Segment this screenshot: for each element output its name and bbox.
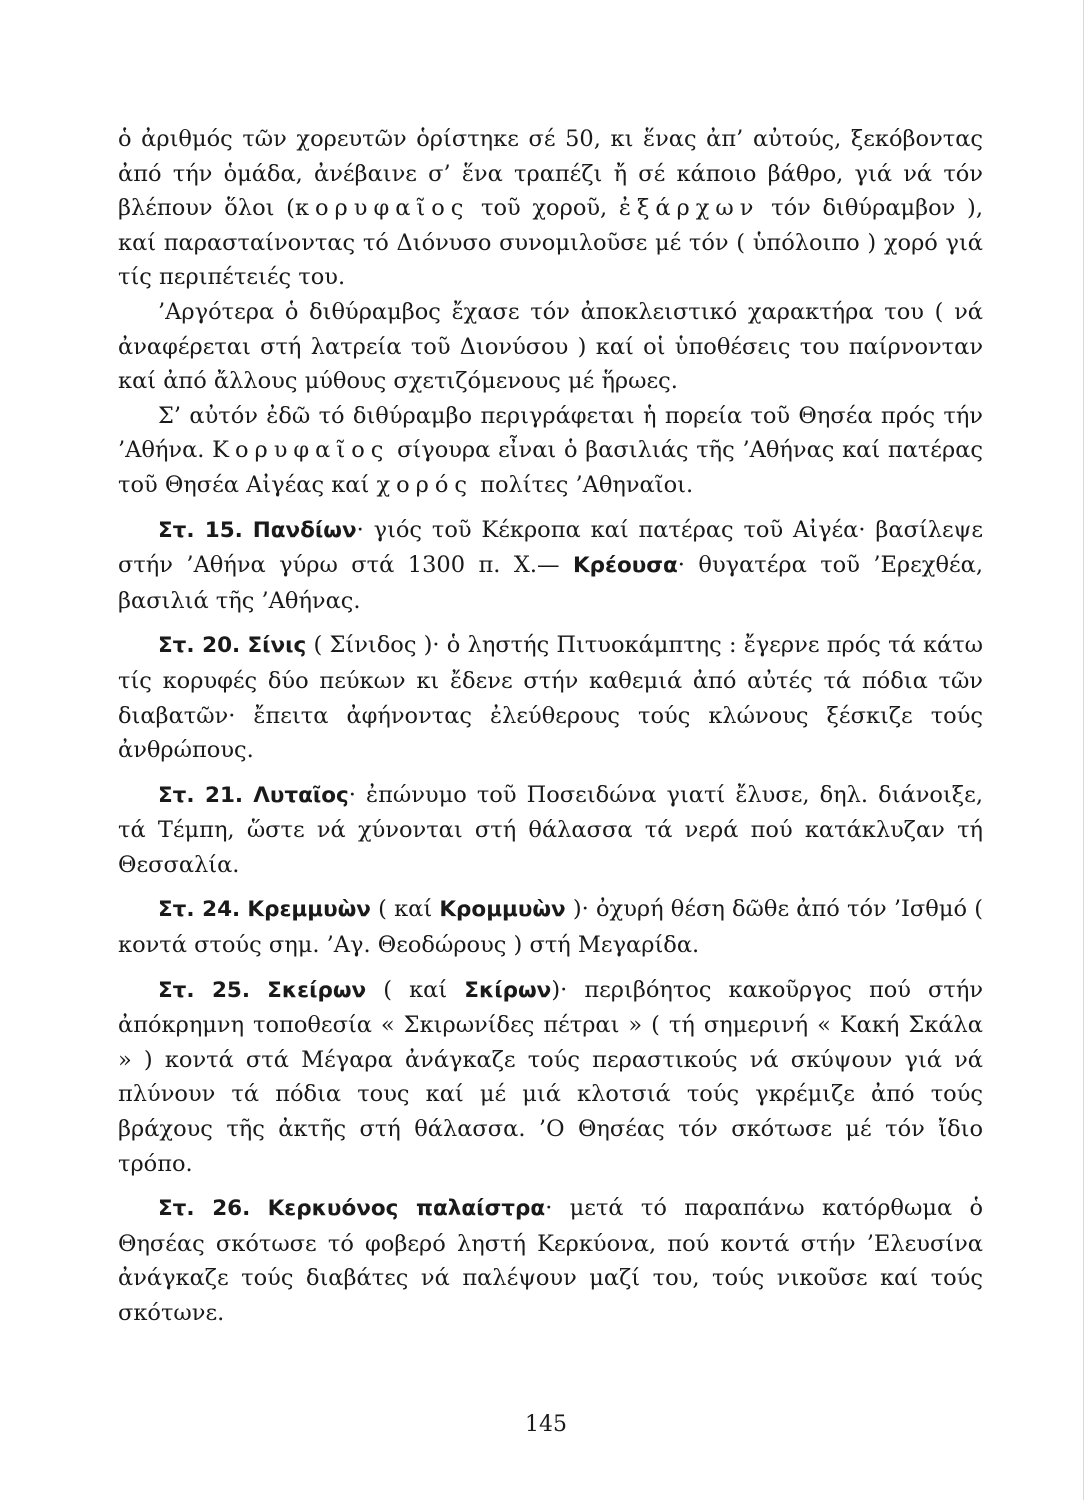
- paragraph-text: ’Αργότερα ὁ διθύραμβος ἔχασε τόν ἀποκλειστικό χαρακτήρα του ( νά ἀναφέρεται στή λατρεία τοῦ Διονύσου ) καί οἱ ὑποθέσεις του παίρνονταν καί ἀπό ἄλλους μύθους σχετιζόμενους μέ ἥρωες.: [118, 298, 983, 395]
- paragraph-text: πολίτες ’Αθηναῖοι.: [473, 471, 694, 498]
- page-number: 145: [525, 1412, 567, 1437]
- entry-text: · θυγατέρα τοῦ ’Ερεχθέα, βασιλιά τῆς ’Αθήνας.: [118, 552, 983, 614]
- verse-label: Στ. 26.: [158, 1196, 251, 1222]
- entry-headword: Σκείρων: [267, 977, 367, 1003]
- paragraph-text: Σ’ αὐτόν ἐδῶ τό διθύραμβο περιγράφεται ἡ πορεία τοῦ Θησέα πρός τήν ’Αθήνα.: [118, 402, 983, 464]
- spaced-term: Κορυφαῖος: [212, 437, 390, 464]
- page-edge-line: [1083, 0, 1084, 1500]
- verse-label: Στ. 15.: [158, 517, 243, 543]
- note-entry-26: [118, 1191, 983, 1330]
- entry-headword: Σκίρων: [464, 977, 552, 1003]
- verse-label: Στ. 25.: [158, 977, 251, 1003]
- entry-text: · ἐπώνυμο τοῦ Ποσειδώνα γιατί ἔλυσε, δηλ. διάνοιξε, τά Τέμπη, ὥστε νά χύνονται στή θάλασσα τά νερά πού κατάκλυζαν τή Θεσσαλία.: [118, 781, 983, 878]
- verse-label: Στ. 24.: [158, 897, 241, 923]
- note-entry-25: [118, 973, 983, 1182]
- main-text: [118, 122, 983, 1331]
- paragraph-theseus-journey: [118, 399, 983, 503]
- note-entry-24: [118, 892, 983, 962]
- entry-text: ( καί: [370, 896, 440, 923]
- entry-text: ( καί: [366, 976, 465, 1003]
- entry-headword: Πανδίων: [252, 517, 357, 543]
- paragraph-text: τοῦ χοροῦ,: [469, 195, 619, 222]
- paragraph-text: τόν διθύραμβον ), καί παρασταίνοντας τό Διόνυσο συνομιλοῦσε μέ τόν ( ὑπόλοιπο ) χορό γιά τίς περιπέτειές του.: [118, 195, 983, 291]
- verse-label: Στ. 21.: [158, 782, 244, 808]
- entry-text: )· ὀχυρή θέση δῶθε ἀπό τόν ’Ισθμό ( κοντά στούς σημ. ’Αγ. Θεοδώρους ) στή Μεγαρίδα.: [118, 896, 983, 959]
- paragraph-dithyramb-chorus: [118, 122, 983, 295]
- entry-text: · μετά τό παραπάνω κατόρθωμα ὁ Θησέας σκότωσε τό φοβερό ληστή Κερκύονα, πού κοντά στήν ’Ελευσίνα ἀνάγκαζε τούς διαβάτες νά παλέψουν μαζί του, τούς νικοῦσε καί τούς σκότωνε.: [118, 1195, 983, 1326]
- entry-text: )· περιβόητος κακοῦργος πού στήν ἀπόκρημνη τοποθεσία « Σκιρωνίδες πέτραι » ( τή σημερινή « Κακή Σκάλα » ) κοντά στά Μέγαρα ἀνάγκαζε τούς περαστικούς νά σκύψουν γιά νά πλύνουν τά πόδια τους καί μέ μιά κλοτσιά τούς γκρέμιζε ἀπό τούς βράχους τῆς ἀκτῆς στή θάλασσα. ’Ο Θησέας τόν σκότωσε μέ τόν ἴδιο τρόπο.: [118, 976, 983, 1177]
- entry-text: · γιός τοῦ Κέκροπα καί πατέρας τοῦ Αἰγέα· βασίλεψε στήν ’Αθήνα γύρω στά 1300 π. Χ.—: [118, 516, 983, 579]
- note-entry-20: [118, 628, 983, 767]
- entry-headword: Κερκυόνος παλαίστρα: [267, 1196, 546, 1222]
- entry-headword: Λυταῖος: [253, 782, 349, 808]
- paragraph-text: σίγουρα εἶναι ὁ βασιλιάς τῆς ’Αθήνας καί πατέρας τοῦ Θησέα Αἰγέας καί: [118, 437, 983, 498]
- note-entry-15: [118, 513, 983, 619]
- spaced-term: χορός: [376, 471, 474, 498]
- paragraph-dithyramb-later: [118, 295, 983, 399]
- spaced-term: ἐξάρχων: [618, 195, 760, 222]
- entry-text: ( Σίνιδος )· ὁ ληστής Πιτυοκάμπτης : ἔγερνε πρός τά κάτω τίς κορυφές δύο πεύκων κι ἔδενε στήν καθεμιά ἀπό αὐτές τά πόδια τῶν διαβατῶν· ἔπειτα ἀφήνοντας ἐλεύθερους τούς κλώνους ξέσκιζε τούς ἀνθρώπους.: [118, 632, 984, 764]
- entry-headword: Κρέουσα: [572, 553, 678, 579]
- note-entry-21: [118, 778, 983, 883]
- verse-label: Στ. 20.: [158, 633, 241, 659]
- entry-headword: Σίνις: [247, 633, 307, 659]
- entry-headword: Κρεμμυὼν: [247, 897, 371, 923]
- paragraph-text: ὁ ἀριθμός τῶν χορευτῶν ὁρίστηκε σέ 50, κι ἕνας ἀπ’ αὐτούς, ξεκόβοντας ἀπό τήν ὁμάδα, ἀνέβαινε σ’ ἕνα τραπέζι ἤ σέ κάποιο βάθρο, γιά νά τόν βλέπουν ὅλοι (: [118, 126, 983, 222]
- spaced-term: κορυφαῖος: [294, 195, 470, 222]
- entry-headword: Κρομμυὼν: [439, 897, 566, 923]
